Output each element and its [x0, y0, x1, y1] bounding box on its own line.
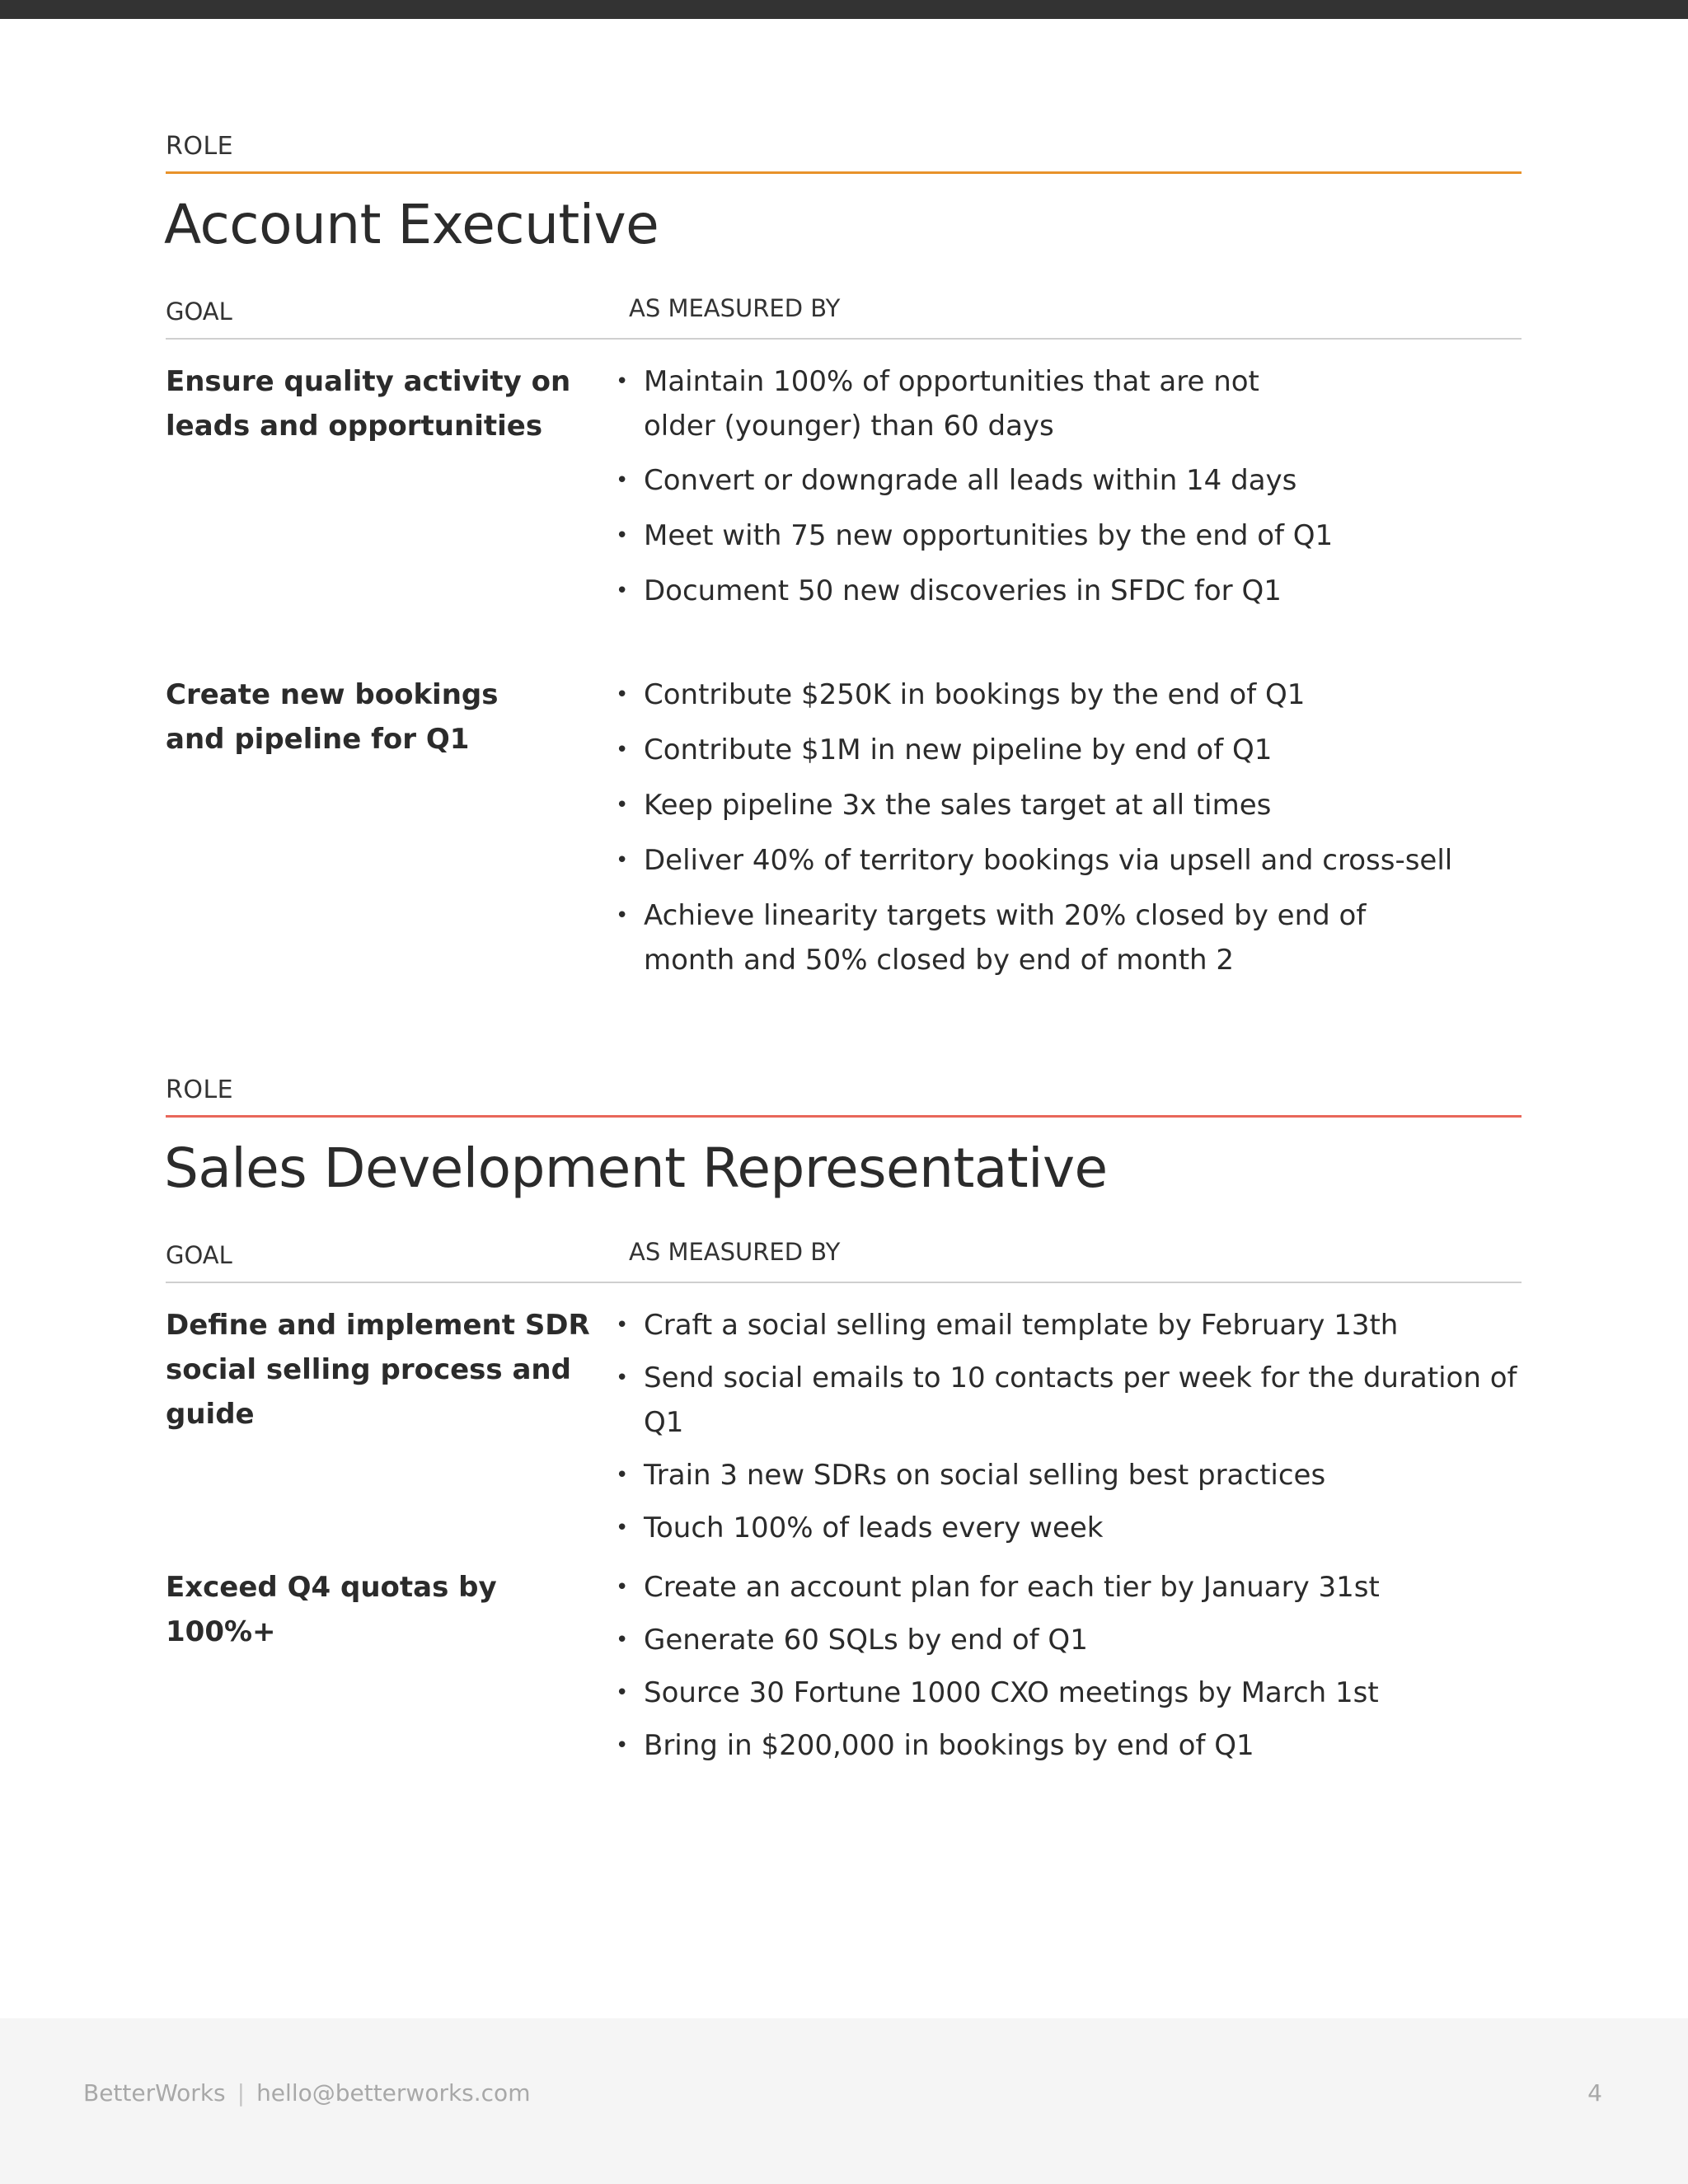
- goal-text: Define and implement SDR social selling process and guide: [166, 1309, 590, 1431]
- measure-item: • Convert or downgrade all leads within 14 days: [616, 458, 1522, 503]
- measure-list: [616, 1303, 1522, 1550]
- measure-item: • Train 3 new SDRs on social selling best practices: [616, 1453, 1522, 1497]
- role-divider: [166, 171, 1522, 174]
- measure-item: • Craft a social selling email template by February 13th: [616, 1303, 1522, 1347]
- bullet-icon: •: [616, 1463, 629, 1488]
- measure-item: • Create an account plan for each tier by January 31st: [616, 1565, 1522, 1610]
- measure-item: • Generate 60 SQLs by end of Q1: [616, 1618, 1522, 1662]
- measured-by-header: AS MEASURED BY: [629, 294, 841, 322]
- goal-header: GOAL: [166, 298, 232, 326]
- bullet-icon: •: [616, 793, 629, 818]
- measure-item: • Touch 100% of leads every week: [616, 1506, 1522, 1550]
- goal-text: Exceed Q4 quotas by 100%+: [166, 1571, 497, 1648]
- measure-item: • Bring in $200,000 in bookings by end of Q1: [616, 1723, 1522, 1768]
- column-headers: [166, 1238, 1522, 1274]
- bullet-icon: •: [616, 1733, 629, 1758]
- measure-list: [616, 673, 1522, 982]
- footer-brand: BetterWorks: [83, 2079, 226, 2107]
- bullet-icon: •: [616, 1680, 629, 1705]
- bullet-icon: •: [616, 523, 629, 548]
- measure-list: [616, 359, 1522, 613]
- bullet-icon: •: [616, 682, 629, 707]
- column-headers: [166, 294, 1522, 330]
- role-section-account-executive: [166, 130, 1522, 1002]
- measure-item: • Document 50 new discoveries in SFDC for Q1: [616, 569, 1522, 613]
- goal-header: GOAL: [166, 1241, 232, 1269]
- goal-row: [166, 1303, 1522, 1565]
- goal-text: Ensure quality activity on leads and opportunities: [166, 365, 571, 443]
- goal-row: [166, 359, 1522, 673]
- role-title: Account Executive: [164, 193, 659, 256]
- header-divider: [166, 338, 1522, 340]
- role-label: ROLE: [166, 1076, 234, 1104]
- header-divider: [166, 1282, 1522, 1283]
- measure-item: • Deliver 40% of territory bookings via upsell and cross-sell: [616, 838, 1522, 883]
- bullet-icon: •: [616, 1516, 629, 1540]
- measure-item: • Meet with 75 new opportunities by the end of Q1: [616, 513, 1522, 558]
- measure-item: • Keep pipeline 3x the sales target at all times: [616, 783, 1522, 827]
- role-divider: [166, 1115, 1522, 1118]
- bullet-icon: •: [616, 579, 629, 603]
- page-footer: [0, 2018, 1688, 2184]
- measure-item: • Source 30 Fortune 1000 CXO meetings by March 1st: [616, 1671, 1522, 1715]
- top-bar: [0, 0, 1688, 19]
- bullet-icon: •: [616, 468, 629, 493]
- footer-contact: [83, 2079, 530, 2107]
- measure-item: • Achieve linearity targets with 20% closed by end of month and 50% closed by end of month 2: [616, 893, 1522, 982]
- footer-separator: |: [237, 2079, 246, 2107]
- bullet-icon: •: [616, 848, 629, 873]
- goal-row: [166, 1565, 1522, 1779]
- bullet-icon: •: [616, 1628, 629, 1652]
- measure-list: [616, 1565, 1522, 1768]
- goal-row: [166, 673, 1522, 1002]
- role-label: ROLE: [166, 132, 234, 161]
- bullet-icon: •: [616, 369, 629, 394]
- bullet-icon: •: [616, 738, 629, 762]
- bullet-icon: •: [616, 903, 629, 928]
- measure-item: • Maintain 100% of opportunities that are not older (younger) than 60 days: [616, 359, 1522, 448]
- bullet-icon: •: [616, 1366, 629, 1390]
- role-title: Sales Development Representative: [164, 1137, 1108, 1200]
- measure-item: • Send social emails to 10 contacts per week for the duration of Q1: [616, 1356, 1522, 1445]
- footer-email-link[interactable]: hello@betterworks.com: [256, 2079, 531, 2107]
- role-section-sales-development-representative: [166, 1074, 1522, 1779]
- goal-text: Create new bookings and pipeline for Q1: [166, 678, 499, 756]
- measure-item: • Contribute $1M in new pipeline by end of Q1: [616, 728, 1522, 772]
- measured-by-header: AS MEASURED BY: [629, 1238, 841, 1266]
- bullet-icon: •: [616, 1575, 629, 1600]
- bullet-icon: •: [616, 1313, 629, 1338]
- measure-item: • Contribute $250K in bookings by the end of Q1: [616, 673, 1522, 717]
- page-number: 4: [1587, 2079, 1602, 2107]
